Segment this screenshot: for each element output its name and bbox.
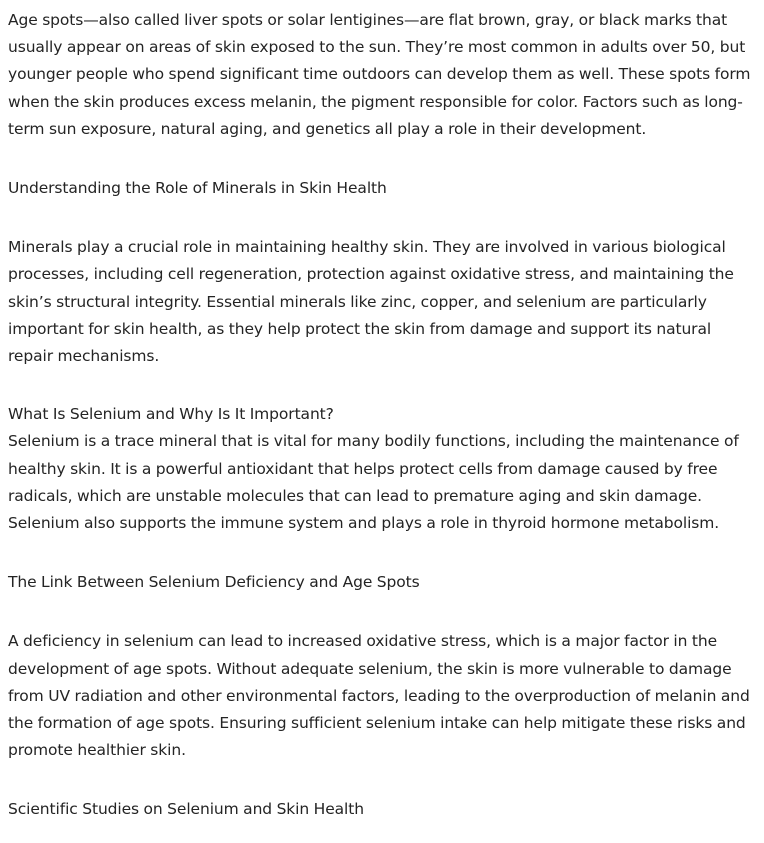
minerals-paragraph: Minerals play a crucial role in maintaining healthy skin. They are involved in various biological processes, including cell regeneration, protection against oxidative stress, and maintaining the skin’s structural integrity. Essential minerals like zinc, copper, and selenium are particularly important for skin health, as they help protect the skin from damage and support its natural repair mechanisms. (8, 238, 734, 366)
intro-paragraph: Age spots—also called liver spots or solar lentigines—are flat brown, gray, or black marks that usually appear on areas of skin exposed to the sun. They’re most common in adults over 50, but younger people who spend significant time outdoors can develop them as well. These spots form when the skin produces excess melanin, the pigment responsible for color. Factors such as long-term sun exposure, natural aging, and genetics all play a role in their development. (8, 11, 751, 138)
spacer (8, 143, 756, 175)
spacer (8, 370, 756, 401)
spacer (8, 202, 756, 234)
section-heading-minerals: Understanding the Role of Minerals in Skin Health (8, 179, 387, 198)
spacer (8, 537, 756, 569)
selenium-paragraph: Selenium is a trace mineral that is vital for many bodily functions, including the maintenance of healthy skin. It is a powerful antioxidant that helps protect cells from damage caused by free radicals, which are unstable molecules that can lead to premature aging and skin damage. Selenium also supports the immune system and plays a role in thyroid hormone metabolism. (8, 432, 739, 533)
spacer (8, 596, 756, 628)
spacer (8, 764, 756, 796)
deficiency-paragraph: A deficiency in selenium can lead to increased oxidative stress, which is a major factor in the development of age spots. Without adequate selenium, the skin is more vulnerable to damage from UV radiation and other environmental factors, leading to the overproduction of melanin and the formation of age spots. Ensuring sufficient selenium intake can help mitigate these risks and promote healthier skin. (8, 632, 750, 760)
section-heading-studies: Scientific Studies on Selenium and Skin Health (8, 800, 364, 819)
section-heading-selenium: What Is Selenium and Why Is It Important? (8, 405, 334, 424)
section-heading-deficiency: The Link Between Selenium Deficiency and Age Spots (8, 573, 420, 592)
